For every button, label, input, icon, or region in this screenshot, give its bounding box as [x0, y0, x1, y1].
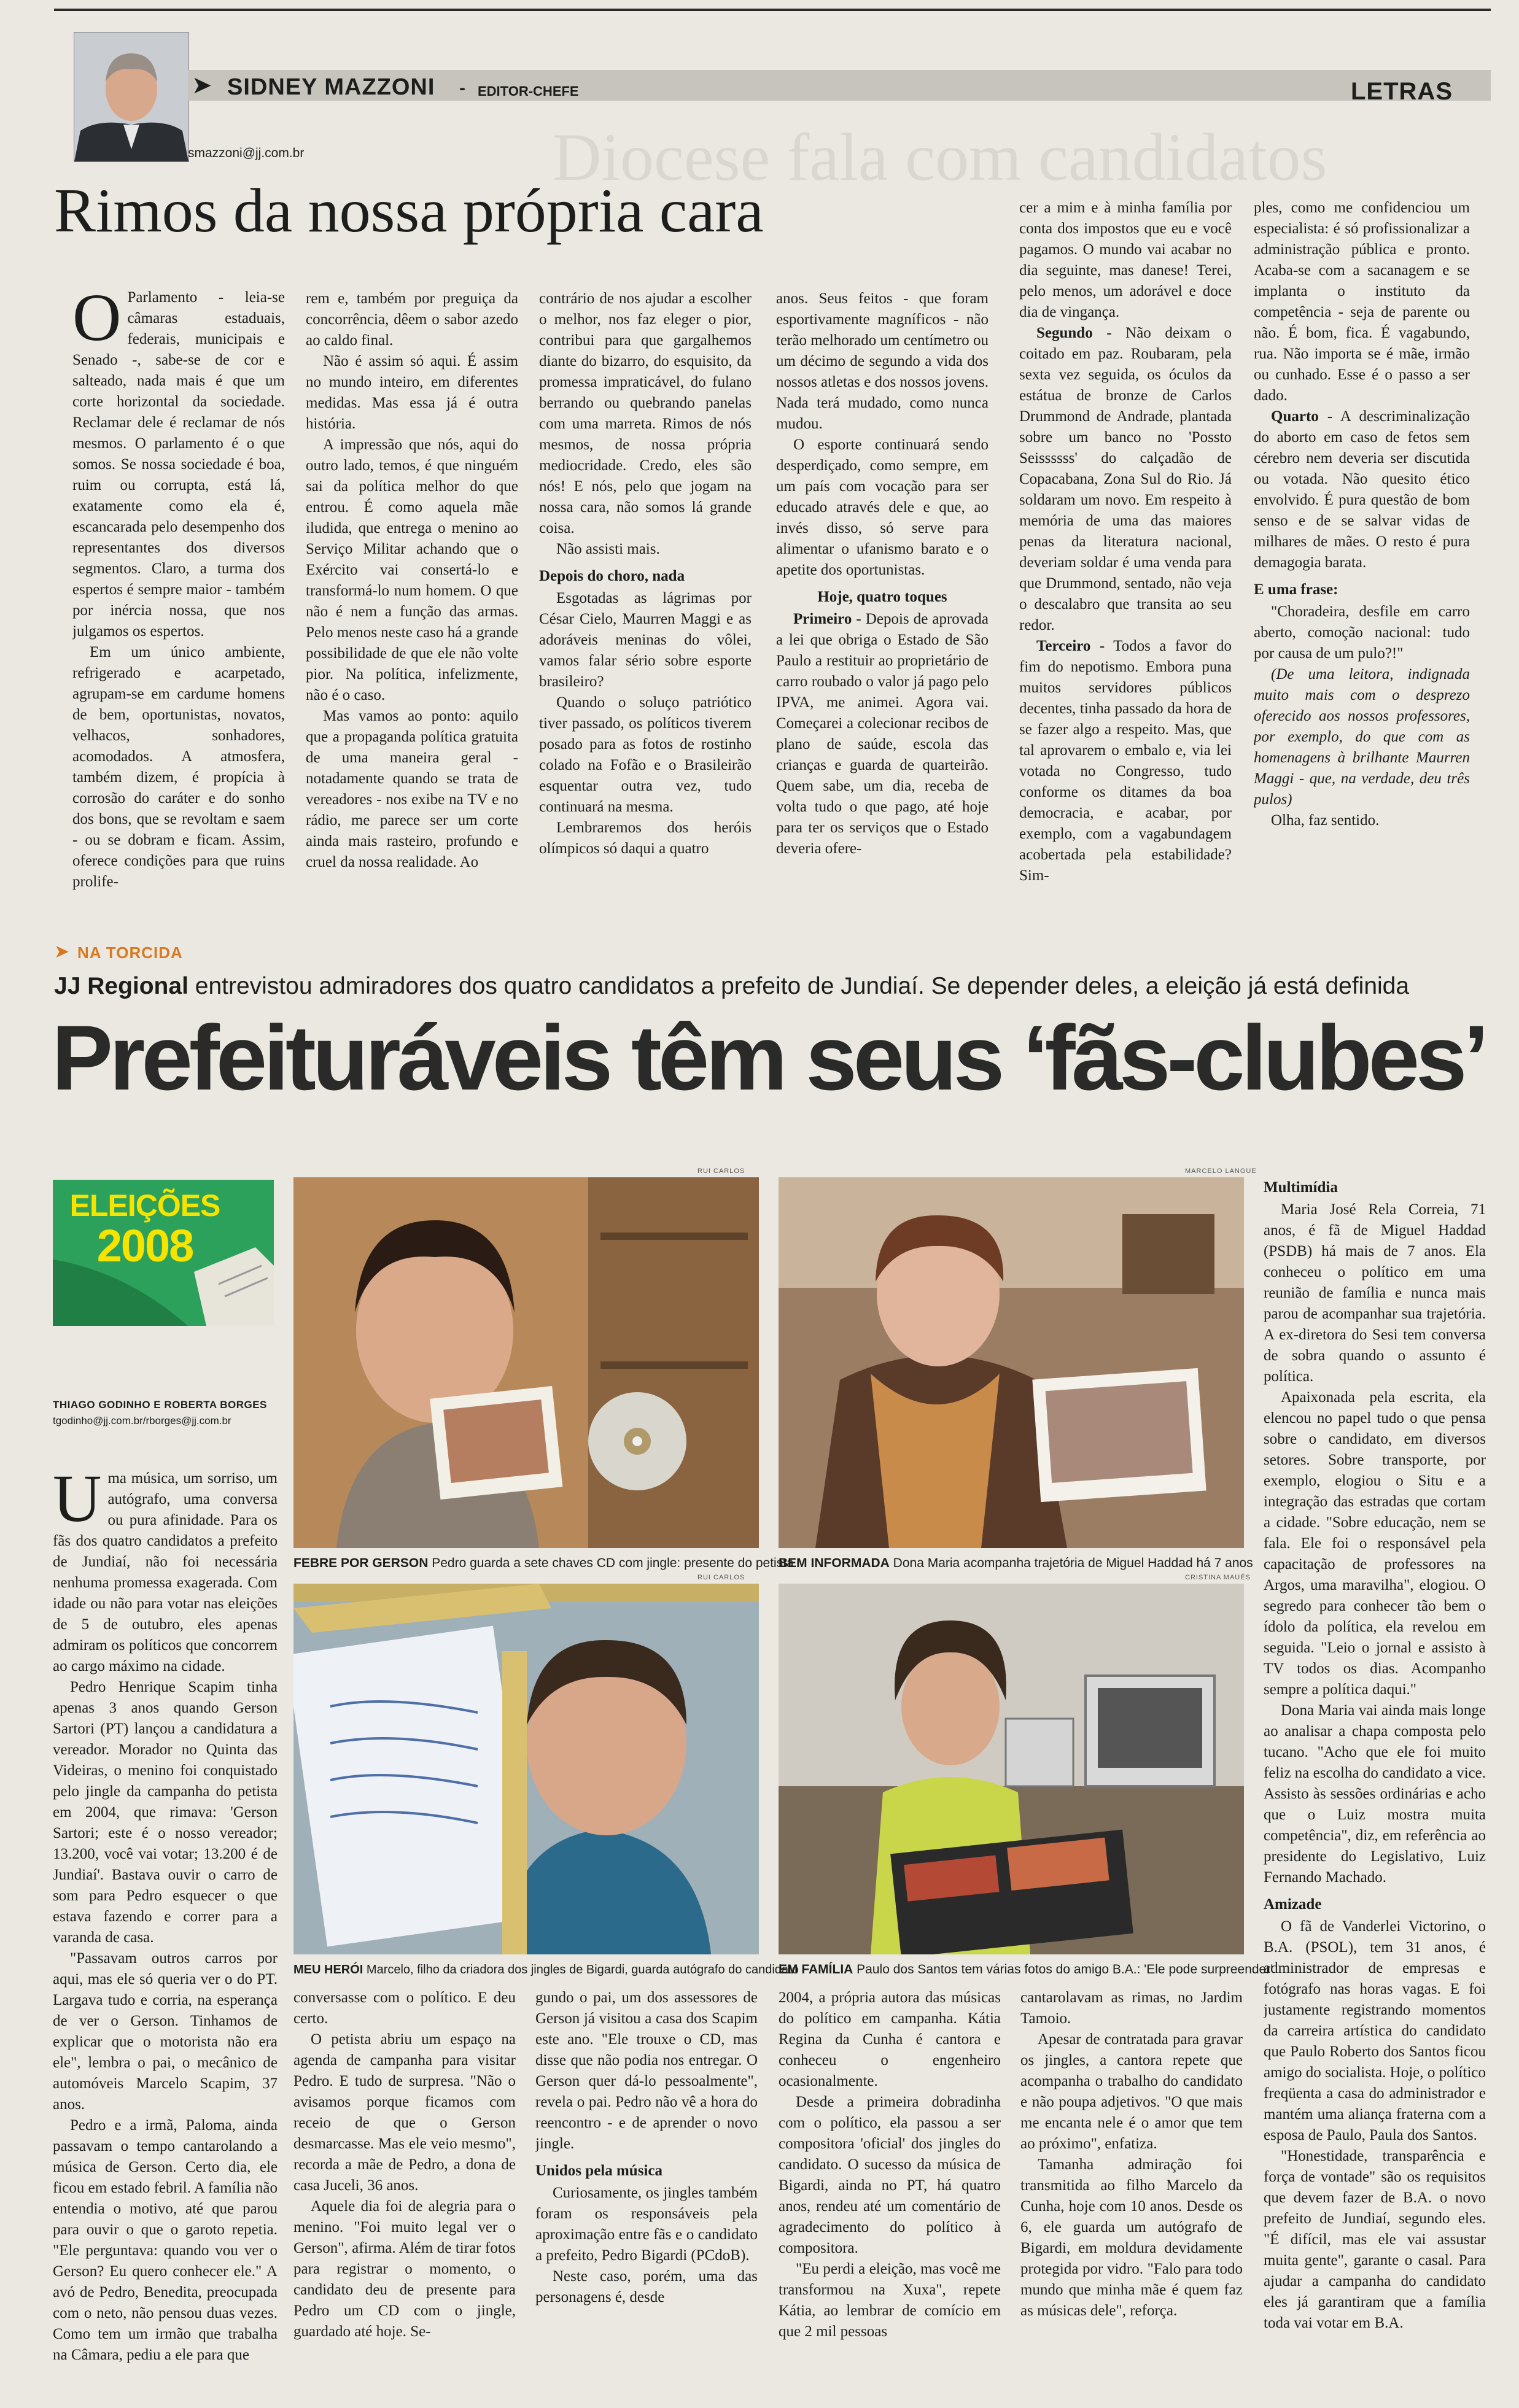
section-label: LETRAS	[1351, 78, 1453, 105]
subhead-toques: Hoje, quatro toques	[817, 589, 947, 605]
column-text-6: ples, como me confidenciou um especialista: é só profissionalizar a administração pública e pronto. Acaba-se com a sacanagem e se implanta o instituto da competência - seja de parente ou não. É bom, fica. É vagabundo, rua. Não importa se é mãe, irmão ou cunhado. Esse é o passo a ser dado. Quarto - A descriminalização do aborto em caso de fetos sem cérebro nem deveria ser discutida ou votada. Não quesito ético envolvido. É pura questão de bom senso e de se salvar vidas de milhares de mães. O resto é pura demagogia barata. E uma frase: "Choradeira, desfile em carro aberto, comoção nacional: tudo por causa de um pulo?!" (De uma leitora, indignada muito mais com o desprezo oferecido aos nossos professores, por exemplo, do que com as homenagens à brilhante Maurren Maggi - que, na verdade, deu três pulos) Olha, faz sentido.	[1254, 199, 1470, 829]
kicker-arrow-icon: ➤	[54, 942, 70, 962]
article-text-1: U ma música, um sorriso, um autógrafo, uma conversa ou pura afinidade. Para os fãs dos quatro candidatos a prefeito de Jundiaí, não foi necessária nenhuma promessa exagerada. Com idade ou não para votar nas eleições de 5 de outubro, eles apenas admiram os políticos que concorrem ao cargo máximo na cidade. Pedro Henrique Scapim tinha apenas 3 anos quando Gerson Sartori (PT) lançou a candidatura a vereador. Morador no Quinta das Videiras, o menino foi conquistado pelo jingle da campanha do petista em 2004, que rimava: 'Gerson Sartori; este é o nosso vereador; 13.200, você vai votar; 13.200 é de Jundiaí'. Bastava ouvir o carro de som para Pedro esquecer o que estava fazendo e correr para a varanda de casa. "Passavam outros carros por aqui, mas ele só queria ver o do PT. Largava tudo e corria, na esperança de ver o Gerson. Tinhamos de explicar que o motorista não era ele", lembra o pai, o mecânico de automóveis Marcelo Scapim, 37 anos. Pedro e a irmã, Paloma, ainda passavam o tempo cantarolando a música de Gerson. Certo dia, ele ficou em estado febril. A família não entendia o motivo, até que parou para ouvir o que o garoto repetia. "Ele perguntava: quando vou ver o Gerson? Eu quero conhecer ele." A avó de Pedro, Benedita, preocupada com o neto, não pensou duas vezes. Como tem um irmão que trabalha na Câmara, pediu a ele para que	[53, 1468, 278, 2363]
subhead-musica: Unidos pela música	[535, 2162, 662, 2179]
article-text-6: Multimídia Maria José Rela Correia, 71 anos, é fã de Miguel Haddad (PSDB) há mais de 7 anos. Ela conheceu o político em uma reunião de família e nunca mais parou de acompanhar sua trajetória. A ex-diretora do Sesi tem conversa de sobra quando o assunto é política. Apaixonada pela escrita, ela elencou no papel tudo o que pensa sobre o candidato, em diversos setores. Sobre transporte, por exemplo, elogiou o Situ e a integração das estradas que cortam a cidade. "Sobre educação, nem se fala. Ele foi o responsável pela capacitação de professores na Argos, uma maravilha", elogiou. O segredo para conhecer tão bem o ídolo da política, ela revelou em seguida. "Leio o jornal e assisto à TV todos os dias. Acompanho sempre a política daqui." Dona Maria vai ainda mais longe ao analisar a chapa composta pelo tucano. "Acho que ele foi muito feliz na escolha do candidato a vice. Assisto às sessões ordinárias e acho que o Luiz mostra muita competência", diz, em referência ao presidente do Legislativo, Luiz Fernando Machado. Amizade O fã de Vanderlei Victorino, o B.A. (PSOL), tem 31 anos, é administrador de empresas e fotógrafo nas horas vagas. E foi justamente registrando momentos da carreira artística do candidato que Paulo Roberto dos Santos ficou amigo do socialista. Hoje, o político freqüenta a casa do administrador e mantém uma aliança fraterna com a esposa de Paulo, Paula dos Santos. "Honestidade, transparência e força de vontade" são os requisitos que devem fazer de B.A. o novo prefeito de Jundiaí, segundo eles. "É difícil, mas ele vai assustar muita gente", garante o casal. Para ajudar a campanha do candidato eles já garantiram que a família toda vai votar em B.A.	[1264, 1177, 1486, 2408]
photo-credit-4: CRISTINA MAUÉS	[1185, 1574, 1251, 1581]
column-title: Rimos da nossa própria cara	[54, 176, 764, 246]
article-text-4: 2004, a própria autora das músicas do político em campanha. Kátia Regina da Cunha é cantora e conheceu o engenheiro ocasionalmente. Desde a primeira dobradinha com o político, ela passou a ser compositora 'oficial' dos jingles do candidato. O sucesso da música de Bigardi, ainda no PT, há quatro anos, rendeu até um comentário de agradecimento do político à compositora. "Eu perdi a eleição, mas você me transformou na Xuxa", repete Kátia, ao lembrar de comício em que 2 mil pessoas	[779, 1989, 1001, 2340]
column-text-2: rem e, também por preguiça da concorrência, dêem o sabor azedo ao caldo final. Não é assim só aqui. É assim no mundo inteiro, em diferentes medidas. Mas essa já é outra história. A impressão que nós, aqui do outro lado, temos, é que ninguém sai da política melhor do que entrou. É como aquela mãe iludida, que entrega o menino ao Serviço Militar achando que o Exército vai consertá-lo e transformá-lo num homem. O que não é nem a função das armas. Pelo menos neste caso há a grande possibilidade de que ele não volte pior. Na política, infelizmente, não é o caso. Mas vamos ao ponto: aquilo que a propaganda política gratuita de uma maneira geral - notadamente quando se trata de vereadores - nos exibe na TV e no rádio, me parece ser um corte ainda mais rasteiro, profundo e cruel da nossa realidade. Ao	[306, 290, 518, 870]
author-photo	[74, 32, 189, 162]
caption-2: BEM INFORMADA Dona Maria acompanha trajetória de Miguel Haddad há 7 anos	[779, 1556, 1253, 1570]
drop-cap: O	[72, 287, 122, 355]
subhead-amizade: Amizade	[1264, 1896, 1322, 1913]
column-text-4: anos. Seus feitos - que foram esportivamente magníficos - não terão melhorado um centímetro ou um décimo de segundo a vida dos nossos atletas e dos nossos jovens. Nada terá mudado, como nunca mudou. O esporte continuará sendo desperdiçado, como sempre, em um país com vocação para ser educado através dele e que, ao invés disso, só serve para alimentar o ufanismo barato e o apetite dos oportunistas. Hoje, quatro toques Primeiro - Depois de aprovada a lei que obriga o Estado de São Paulo a restituir ao proprietário de carro roubado o valor já pago pelo IPVA, me animei. Agora vai. Começarei a colecionar recibos de plano de saúde, escola das crianças e guarda de quarteirão. Quem sabe, um dia, receba de volta tudo o que pago, até hoje para ter os serviços que o Estado deveria ofere-	[776, 290, 989, 857]
caption-4: EM FAMÍLIA Paulo dos Santos tem várias fotos do amigo B.A.: 'Ele pode surpreender'	[779, 1962, 1273, 1976]
photo-marcelo	[293, 1584, 759, 1954]
logo-line2: 2008	[96, 1220, 193, 1271]
column-text-1: O Parlamento - leia-se câmaras estaduais, federais, municipais e Senado -, sabe-se de cor e salteado, nada mais é que um corte horizontal da sociedade. Reclamar dele é reclamar de nós mesmos. O parlamento é o que somos. Se nossa sociedade é boa, ruim ou corrupta, está lá, exatamente como ela é, escancarada pelo desempenho dos representantes dos diversos segmentos. Claro, a turma dos espertos é sempre maior - também por inércia nossa, que nos julgamos os espertos. Em um único ambiente, refrigerado e acarpetado, agrupam-se em cardume homens de bem, oportunistas, novatos, velhacos, sonhadores, acomodados. A atmosfera, também dizem, é propícia à corrosão do caráter e do sonho dos bons, que se revoltam e saem - ou se dobram e ficam. Assim, oferece condições para que ruins prolife-	[72, 287, 285, 890]
deck: JJ Regional entrevistou admiradores dos quatro candidatos a prefeito de Jundiaí. Se depender deles, a eleição já está definida	[54, 973, 1410, 999]
arrow-icon: ➤	[192, 72, 212, 99]
author-name: SIDNEY MAZZONI	[227, 74, 435, 100]
headline: Prefeituráveis têm seus ‘fãs-clubes’	[52, 1006, 1486, 1109]
photo-credit-2: MARCELO LANGUE	[1185, 1167, 1257, 1175]
top-rule	[54, 9, 1491, 11]
article-text-5: cantarolavam as rimas, no Jardim Tamoio. Apesar de contratada para gravar os jingles, a cantora repete que acompanha o trabalho do candidato e não poupa adjetivos. "O que mais me encanta nele é o amor que tem ao próximo", enfatiza. Tamanha admiração foi transmitida ao filho Marcelo da Cunha, hoje com 10 anos. Desde os 6, ele guarda um autógrafo de Bigardi, em moldura devidamente protegida por vidro. "Falo para todo mundo que minha mãe é quem faz as músicas dele", reforça.	[1020, 1989, 1243, 2319]
author-role: EDITOR-CHEFE	[478, 83, 579, 99]
subhead-choro: Depois do choro, nada	[539, 568, 685, 584]
logo-line1: ELEIÇÕES	[69, 1188, 220, 1223]
caption-3: MEU HERÓI Marcelo, filho da criadora dos jingles de Bigardi, guarda autógrafo do candidato	[293, 1963, 799, 1976]
article-text-3: gundo o pai, um dos assessores de Gerson já visitou a casa dos Scapim este ano. "Ele trouxe o CD, mas disse que não podia nos entregar. O Gerson quer dá-lo pessoalmente", revela o pai. Pedro não vê a hora do reencontro - e de aprender o novo jingle. Unidos pela música Curiosamente, os jingles também foram os responsáveis pela aproximação entre fãs e o candidato a prefeito, Pedro Bigardi (PCdoB). Neste caso, porém, uma das personagens é, desde	[535, 1989, 758, 2305]
author-role-dash: -	[459, 78, 465, 98]
article-section	[0, 933, 1519, 2408]
photo-paulo	[779, 1584, 1244, 1954]
photo-dona-maria	[779, 1177, 1244, 1548]
photo-pedro	[293, 1177, 759, 1548]
elections-logo	[53, 1180, 274, 1326]
column-text-3: contrário de nos ajudar a escolher o melhor, nos faz eleger o pior, contribui para que gargalhemos diante do bizarro, do esquisito, da promessa impraticável, do fulano berrando ou quebrando panelas com uma marreta. Rimos de nós mesmos, de nossa própria mediocridade. Credo, eles são nós! E nós, pelo que jogam na nossa cara, não somos lá grande coisa. Não assisti mais. Depois do choro, nada Esgotadas as lágrimas por César Cielo, Maurren Maggi e as adoráveis meninas do vôlei, vamos falar sério sobre esporte brasileiro? Quando o soluço patriótico tiver passado, os políticos tiverem posado para as fotos de rostinho colado na Fofão e o Brasileirão esquentar outra vez, tudo continuará na mesma. Lembraremos dos heróis olímpicos só daqui a quatro	[539, 290, 752, 857]
subhead-frase: E uma frase:	[1254, 581, 1338, 598]
kicker: NA TORCIDA	[77, 943, 183, 962]
byline: THIAGO GODINHO E ROBERTA BORGES	[53, 1399, 267, 1411]
photo-credit-1: RUI CARLOS	[697, 1167, 745, 1175]
byline-email: tgodinho@jj.com.br/rborges@jj.com.br	[53, 1415, 231, 1427]
photo-credit-3: RUI CARLOS	[697, 1574, 745, 1581]
drop-cap-article: U	[53, 1468, 102, 1536]
subhead-multimidia: Multimídia	[1264, 1179, 1338, 1196]
author-email: smazzoni@jj.com.br	[188, 146, 305, 160]
article-text-2: conversasse com o político. E deu certo. O petista abriu um espaço na agenda de campanha para visitar Pedro. E tudo de surpresa. "Não o avisamos porque ficamos com receio de que o Gerson desmarcasse. Mas ele veio mesmo", recorda a mãe de Pedro, a dona de casa Juceli, 36 anos. Aquele dia foi de alegria para o menino. "Foi muito legal ver o Gerson", afirma. Além de tirar fotos para registrar o momento, o candidato deu de presente para Pedro um CD com o jingle, guardado até hoje. Se-	[293, 1989, 516, 2340]
caption-1: FEBRE POR GERSON Pedro guarda a sete chaves CD com jingle: presente do petista	[293, 1556, 794, 1570]
column-section	[0, 0, 1519, 933]
ghost-print: Diocese fala com candidatos	[553, 120, 1327, 195]
column-text-5: cer a mim e à minha família por conta dos impostos que eu e você pagamos. O mundo vai acabar no dia seguinte, mas danese! Terei, pelo menos, um adorável e doce dia de vingança. Segundo - Não deixam o coitado em paz. Roubaram, pela sexta vez seguida, os óculos da estátua de bronze de Carlos Drummond de Andrade, plantada sobre um banco no 'Possto Seissssss' do calçadão de Copacabana, Zona Sul do Rio. Já soldaram um novo. Em respeito à memória de uma das maiores penas da literatura nacional, deveriam soldar é uma venda para que Drummond, sentado, não veja o descalabro que transita ao seu redor. Terceiro - Todos a favor do fim do nepotismo. Embora puna muitos servidores públicos decentes, tinha passado da hora de se fazer algo a respeito. Mas, que tal aprovarem o embalo e, via lei votada no Congresso, tudo conforme os ditames da boa democracia, e acabar, por exemplo, com a vagabundagem acobertada pela estabilidade? Sim-	[1019, 199, 1232, 884]
